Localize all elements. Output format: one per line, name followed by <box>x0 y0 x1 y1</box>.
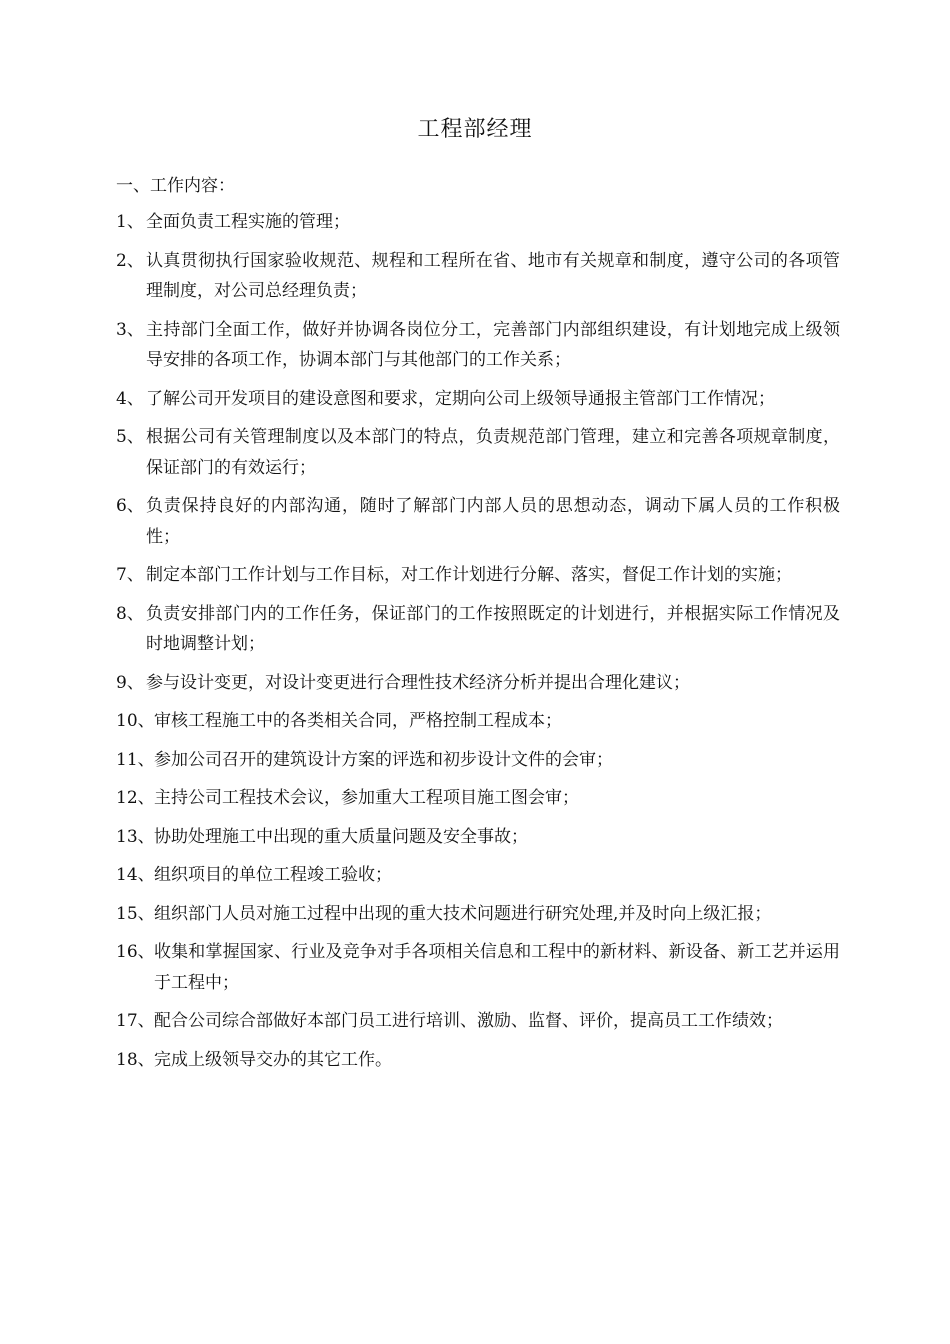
duty-number: 6、 <box>116 496 144 516</box>
duty-text: 参与设计变更，对设计变更进行合理性技术经济分析并提出合理化建议； <box>146 672 690 693</box>
duty-item <box>116 860 840 891</box>
duty-number: 4、 <box>116 388 144 409</box>
duty-item <box>116 745 840 776</box>
duty-number: 2、 <box>116 250 144 271</box>
duty-number: 1、 <box>116 212 144 232</box>
duty-text: 认真贯彻执行国家验收规范、规程和工程所在省、地市有关规章和制度，遵守公司的各项管理制度，对公司总经理负责； <box>146 250 840 301</box>
duty-item <box>116 560 840 591</box>
duty-text: 制定本部门工作计划与工作目标，对工作计划进行分解、落实，督促工作计划的实施； <box>146 565 792 585</box>
section-heading: 一、工作内容： <box>116 176 235 196</box>
duty-text: 主持部门全面工作，做好并协调各岗位分工，完善部门内部组织建设，有计划地完成上级领导安排的各项工作，协调本部门与其他部门的工作关系； <box>146 319 840 370</box>
duty-number: 14、 <box>116 865 155 885</box>
duty-item <box>116 822 840 853</box>
duty-text: 全面负责工程实施的管理； <box>146 212 350 232</box>
duty-number: 10、 <box>116 711 155 731</box>
duty-number: 13、 <box>116 826 155 847</box>
duty-number: 16、 <box>116 942 155 962</box>
duty-number: 5、 <box>116 427 144 447</box>
duty-item <box>116 207 840 238</box>
duty-number: 15、 <box>116 903 155 924</box>
duty-item <box>116 384 840 415</box>
duty-text: 收集和掌握国家、行业及竞争对手各项相关信息和工程中的新材料、新设备、新工艺并运用于工程中； <box>154 942 840 993</box>
document-title: 工程部经理 <box>417 117 533 142</box>
duty-item <box>116 315 840 376</box>
duty-number: 7、 <box>116 565 144 585</box>
duty-text: 完成上级领导交办的其它工作。 <box>154 1049 392 1070</box>
duty-text: 组织项目的单位工程竣工验收； <box>154 865 392 885</box>
duty-number: 8、 <box>116 603 144 624</box>
duty-item <box>116 599 840 660</box>
duty-item <box>116 491 840 552</box>
duty-list <box>116 207 840 1083</box>
duty-text: 参加公司召开的建筑设计方案的评选和初步设计文件的会审； <box>154 749 613 770</box>
duty-number: 12、 <box>116 788 155 808</box>
duty-text: 负责保持良好的内部沟通，随时了解部门内部人员的思想动态，调动下属人员的工作积极性； <box>146 496 840 547</box>
duty-number: 18、 <box>116 1049 155 1070</box>
duty-item <box>116 668 840 699</box>
duty-text: 了解公司开发项目的建设意图和要求，定期向公司上级领导通报主管部门工作情况； <box>146 388 775 409</box>
duty-item <box>116 1006 840 1037</box>
duty-text: 负责安排部门内的工作任务，保证部门的工作按照既定的计划进行，并根据实际工作情况及时地调整计划； <box>146 603 840 654</box>
duty-item <box>116 937 840 998</box>
duty-number: 17、 <box>116 1011 155 1031</box>
duty-text: 配合公司综合部做好本部门员工进行培训、激励、监督、评价，提高员工工作绩效； <box>154 1011 783 1031</box>
duty-number: 9、 <box>116 672 144 693</box>
duty-item <box>116 422 840 483</box>
duty-text: 协助处理施工中出现的重大质量问题及安全事故； <box>154 826 528 847</box>
duty-item <box>116 783 840 814</box>
duty-item <box>116 899 840 930</box>
duty-text: 审核工程施工中的各类相关合同，严格控制工程成本； <box>154 711 562 731</box>
duty-item <box>116 1045 840 1076</box>
duty-text: 根据公司有关管理制度以及本部门的特点，负责规范部门管理，建立和完善各项规章制度，保证部门的有效运行； <box>146 427 840 478</box>
duty-number: 3、 <box>116 319 144 340</box>
duty-number: 11、 <box>116 749 155 770</box>
duty-text: 组织部门人员对施工过程中出现的重大技术问题进行研究处理,并及时向上级汇报； <box>154 903 772 924</box>
duty-item <box>116 706 840 737</box>
duty-text: 主持公司工程技术会议，参加重大工程项目施工图会审； <box>154 788 579 808</box>
duty-item <box>116 246 840 307</box>
